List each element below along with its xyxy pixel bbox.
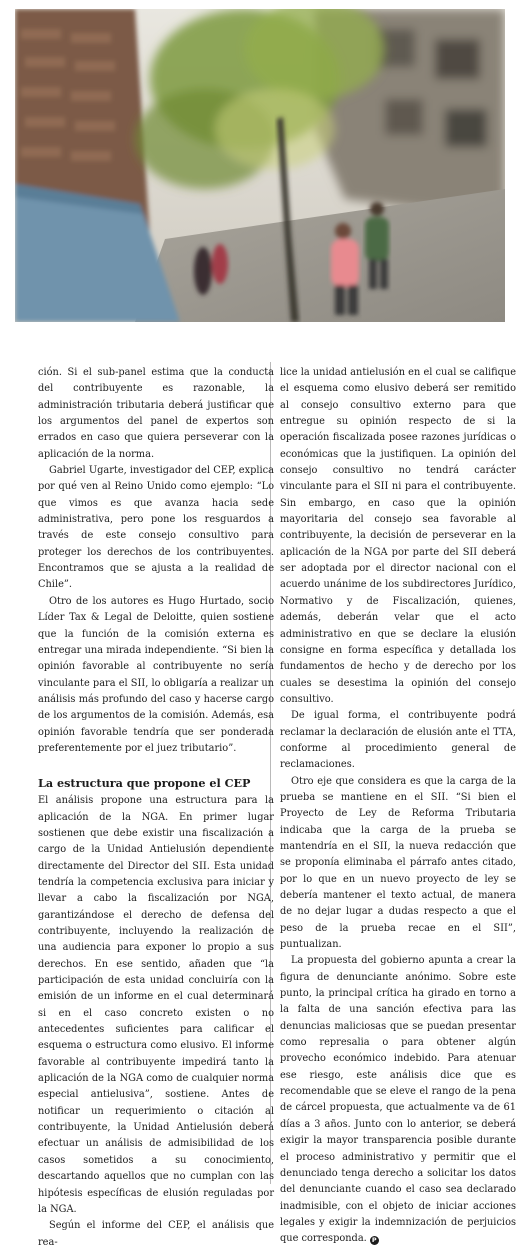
body-paragraph: Según el informe del CEP, el análisis que rea- [38,1220,274,1248]
body-paragraph: Otro eje que considera es que la carga de la prueba se mantiene en el SII. “Si bien el Proyecto de Ley de Reforma Tributaria indicaba que la carga de la prueba se mantendría en el SII, la nueva redacción que se proponía eliminaba el párrafo antes citado, por lo que en un nuevo proyecto de ley se debería mantener el texto actual, de manera de no dejar lugar a dudas respecto a que el peso de la prueba recae en el SII”, puntualizan. [280,775,516,951]
section-heading: La estructura que propone el CEP [38,776,251,791]
article-column-left [38,365,274,1251]
end-of-article-icon: P [370,1236,379,1245]
body-paragraph: ción. Si el sub-panel estima que la conducta del contribuyente es razonable, la administración tributaria deberá justificar que los argumentos del panel de expertos son errados en caso que quiera perseverar con la aplicación de la norma. [38,367,274,460]
body-paragraph: El análisis propone una estructura para la aplicación de la NGA. En primer lugar sostienen que debe existir una fiscalización a cargo de la Unidad Antielusión dependiente directamente del Director del SII. Esta unidad tendría la competencia exclusiva para iniciar y llevar a cabo la fiscalización por NGA, garantizándose el derecho de defensa del contribuyente, incluyendo la realización de una audiencia para exponer lo propio a sus derechos. En ese sentido, añaden que “la participación de esta unidad concluiría con la emisión de un informe en el cual determinará si en el caso concreto existen o no antecedentes suficientes para calificar el esquema o estructura como elusivo. El informe favorable al contribuyente impedirá tanto la aplicación de la NGA como de cualquier norma especial antielusiva”, sostiene. Antes de notificar un requerimiento o citación al contribuyente, la Unidad Antielusión deberá efectuar un análisis de admisibilidad de los casos sometidos a su conocimiento, descartando aquellos que no cumplan con las hipótesis específicas de elusión reguladas por la NGA. [38,795,274,1215]
body-paragraph: Otro de los autores es Hugo Hurtado, socio Líder Tax & Legal de Deloitte, quien sostiene que la función de la comisión externa es entregar una mirada independiente. “Si bien la opinión favorable al contribuyente no sería vinculante para el SII, lo obligaría a realizar un análisis más profundo del caso y hacerse cargo de los argumentos de la comisión. Además, esa opinión favorable tendría que ser ponderada preferentemente por el juez tributario”. [38,595,274,754]
body-paragraph: De igual forma, el contribuyente podrá reclamar la declaración de elusión ante el TTA, conforme al procedimiento general de reclamaciones. [280,710,516,771]
final-paragraph-text: La propuesta del gobierno apunta a crear la figura de denunciante anónimo. Sobre este punto, la principal crítica ha girado en torno a la falta de una sanción efectiva para las denuncias maliciosas que se puedan presentar como represalia o para obtener algún provecho económico indebido. Para atenuar ese riesgo, este análisis dice que es recomendable que se eleve el rango de la pena de cárcel propuesta, que actualmente va de 61 días a 3 años. Junto con lo anterior, se deberá exigir la mayor transparencia posible durante el proceso administrativo y permitir que el denunciado tenga derecho a solicitar los datos del denunciante cuando el caso sea declarado inadmisible, con el objeto de iniciar acciones legales y exigir la indemnización de perjuicios que corresponda. [280,955,516,1245]
street-photo [15,9,505,322]
body-paragraph: lice la unidad antielusión en el cual se califique el esquema como elusivo deberá ser remitido al consejo consultivo externo para que entregue su opinión respecto de si la operación fiscalizada posee razones jurídicas o económicas que la justifiquen. La opinión del consejo consultivo no tendrá carácter vinculante para el SII ni para el contribuyente. Sin embargo, en caso que la opinión mayoritaria del consejo sea favorable al contribuyente, la decisión de perseverar en la aplicación de la NGA por parte del SII deberá ser adoptada por el director nacional con el acuerdo unánime de los subdirectores Jurídico, Normativo y de Fiscalización, quienes, además, deberán velar que el acto administrativo en que se declare la elusión consigne en forma específica y detallada los fundamentos de hecho y de derecho por los cuales se desestima la opinión del consejo consultivo. [280,367,516,705]
body-paragraph: Gabriel Ugarte, investigador del CEP, explica por qué ven al Reino Unido como ejemplo: “Lo que vimos es que avanza hacia sede administrativa, pero pone los resguardos a través de este consejo consultivo para proteger los derechos de los contribuyentes. Encontramos que se ajusta a la realidad de Chile”. [38,465,274,591]
article-column-right [280,365,516,1248]
body-paragraph [280,953,516,1247]
